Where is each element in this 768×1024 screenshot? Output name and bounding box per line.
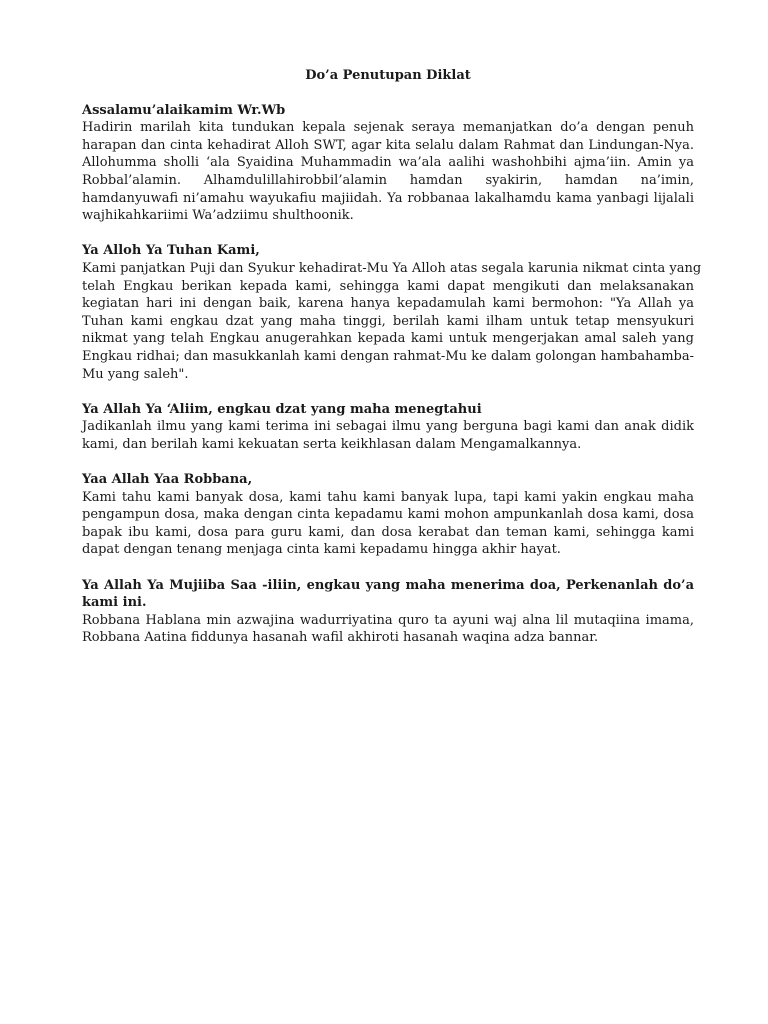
- heading-line: kami ini.: [82, 595, 147, 611]
- section-heading: [82, 471, 694, 489]
- prayer-section: [82, 471, 694, 559]
- section-paragraph: [82, 612, 694, 647]
- section-heading: [82, 577, 694, 612]
- paragraph-line: Allohumma sholli ‘ala Syaidina Muhammadin wa’ala aalihi washohbihi ajma’iin. Amin ya: [82, 155, 694, 171]
- paragraph-line: Mu yang saleh".: [82, 366, 189, 382]
- paragraph-line: telah Engkau berikan kepada kami, sehingga kami dapat mengikuti dan melaksanakan: [82, 278, 694, 294]
- paragraph-line: dapat dengan tenang menjaga cinta kami kepadamu hingga akhir hayat.: [82, 542, 561, 558]
- paragraph-line: bapak ibu kami, dosa para guru kami, dan dosa kerabat dan teman kami, sehingga kami: [82, 524, 694, 540]
- paragraph-line: wajhikahkariimi Wa’adziimu shulthoonik.: [82, 208, 354, 224]
- paragraph-line: Jadikanlah ilmu yang kami terima ini sebagai ilmu yang berguna bagi kami dan anak didik: [82, 419, 694, 435]
- paragraph-line: Tuhan kami engkau dzat yang maha tinggi, berilah kami ilham untuk tetap mensyukuri: [82, 313, 694, 329]
- heading-line: Yaa Allah Yaa Robbana,: [82, 472, 253, 488]
- document-body: [82, 102, 702, 647]
- paragraph-line: kegiatan hari ini dengan baik, karena hanya kepadamulah kami bermohon: "Ya Allah ya: [82, 296, 694, 312]
- section-heading: [82, 242, 694, 260]
- paragraph-line: Kami panjatkan Puji dan Syukur kehadirat-Mu Ya Alloh atas segala karunia nikmat cinta yang: [82, 260, 702, 276]
- heading-line: Ya Alloh Ya Tuhan Kami,: [82, 243, 260, 259]
- heading-line: Ya Allah Ya Mujiiba Saa -iliin, engkau yang maha menerima doa, Perkenanlah do’a: [82, 577, 694, 593]
- paragraph-line: Robbal’alamin. Alhamdulillahirobbil’alamin hamdan syakirin, hamdan na’imin,: [82, 172, 694, 188]
- paragraph-line: nikmat yang telah Engkau anugerahkan kepada kami untuk mengerjakan amal saleh yang: [82, 331, 694, 347]
- document-title: Do’a Penutupan Diklat: [305, 68, 471, 83]
- section-paragraph: [82, 418, 694, 453]
- paragraph-line: pengampun dosa, maka dengan cinta kepadamu kami mohon ampunkanlah dosa kami, dosa: [82, 507, 694, 523]
- paragraph-line: kami, dan berilah kami kekuatan serta keikhlasan dalam Mengamalkannya.: [82, 436, 582, 452]
- heading-line: Ya Allah Ya ‘Aliim, engkau dzat yang maha menegtahui: [82, 401, 482, 417]
- section-heading: [82, 102, 694, 120]
- section-paragraph: [82, 119, 694, 225]
- document-page: [82, 67, 702, 665]
- paragraph-line: Kami tahu kami banyak dosa, kami tahu kami banyak lupa, tapi kami yakin engkau maha: [82, 489, 694, 505]
- heading-line: Assalamu’alaikamim Wr.Wb: [82, 102, 286, 118]
- paragraph-line: Engkau ridhai; dan masukkanlah kami dengan rahmat-Mu ke dalam golongan hambahamba-: [82, 348, 694, 364]
- paragraph-line: harapan dan cinta kehadirat Alloh SWT, agar kita selalu dalam Rahmat dan Lindungan-Nya.: [82, 137, 694, 153]
- prayer-section: [82, 242, 702, 383]
- paragraph-line: Robbana Aatina fiddunya hasanah wafil akhiroti hasanah waqina adza bannar.: [82, 630, 599, 646]
- prayer-section: [82, 401, 694, 454]
- section-paragraph: [82, 489, 694, 559]
- paragraph-line: hamdanyuwafi ni’amahu wayukafiu majiidah. Ya robbanaa lakalhamdu kama yanbagi lijalali: [82, 190, 694, 206]
- prayer-section: [82, 102, 694, 225]
- paragraph-line: Hadirin marilah kita tundukan kepala sejenak seraya memanjatkan do’a dengan penuh: [82, 120, 694, 136]
- section-paragraph: [82, 260, 702, 383]
- paragraph-line: Robbana Hablana min azwajina wadurriyatina quro ta ayuni waj alna lil mutaqiina imama,: [82, 612, 694, 628]
- prayer-section: [82, 577, 694, 647]
- section-heading: [82, 401, 694, 419]
